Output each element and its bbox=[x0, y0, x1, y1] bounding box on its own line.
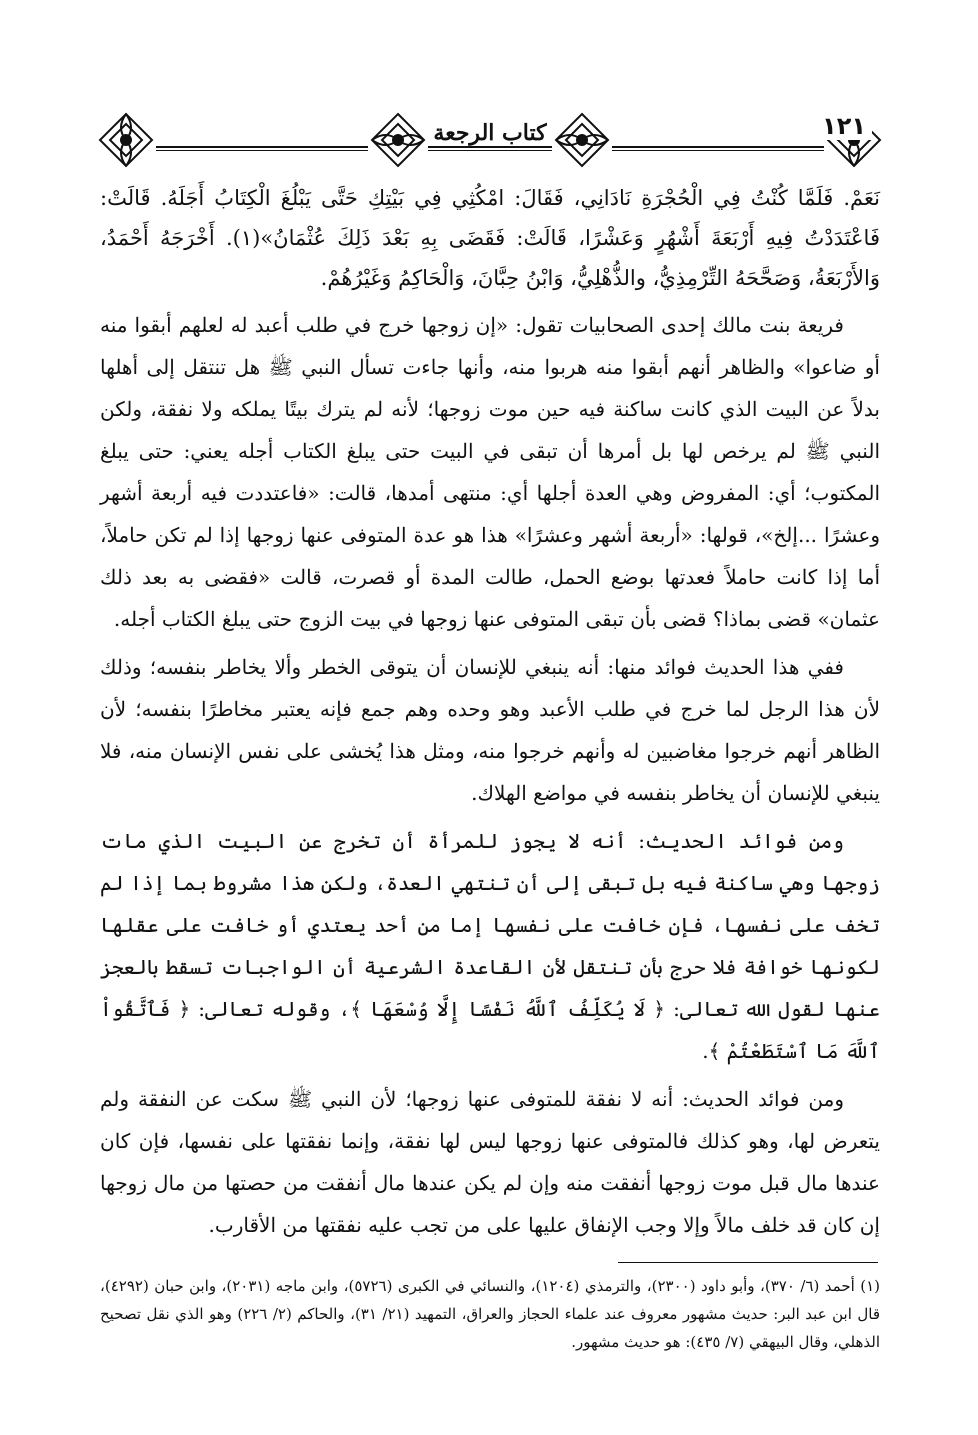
floral-ornament-icon bbox=[552, 110, 612, 170]
floral-ornament-icon bbox=[368, 110, 428, 170]
footnote-divider bbox=[618, 1262, 878, 1263]
header-rule bbox=[100, 146, 880, 148]
floral-ornament-icon bbox=[96, 110, 156, 170]
paragraph: ففي هذا الحديث فوائد منها: أنه ينبغي للإنسان أن يتوقى الخطر وألا يخاطر بنفسه؛ وذلك لأن هذا الرجل لما خرج في طلب الأعبد وهو وحده وهم جمع فإنه يعتبر مخاطرًا بنفسه؛ لأن الظاهر أنهم خرجوا مغاضبين له وأنهم خرجوا منه، ومثل هذا يُخشى على نفس الإنسان منه، فلا ينبغي للإنسان أن يخاطر بنفسه في مواضع الهلاك. bbox=[100, 655, 880, 805]
footnotes bbox=[100, 1272, 880, 1356]
body-text bbox=[100, 178, 880, 1246]
footnote: (١) أحمد (٦/ ٣٧٠)، وأبو داود (٢٣٠٠)، والترمذي (١٢٠٤)، والنسائي في الكبرى (٥٧٢٦)، وابن ماجه (٢٠٣١)، وابن حبان (٤٢٩٢)، قال ابن عبد البر: حديث مشهور معروف عند علماء الحجاز والعراق، التمهيد (٢١/ ٣١)، والحاكم (٢/ ٢٢٦) وهو الذي نقل تصحيح الذهلي، وقال البيهقي (٧/ ٤٣٥): هو حديث مشهور. bbox=[100, 1277, 880, 1351]
page-header bbox=[100, 100, 880, 170]
book-title: كتاب الرجعة bbox=[430, 120, 550, 146]
hadith-text: نَعَمْ. فَلَمَّا كُنْتُ فِي الْحُجْرَةِ نَادَانِي، فَقَالَ: امْكُثِي فِي بَيْتِكِ حَتَّى يَبْلُغَ الْكِتَابُ أَجَلَهُ. قَالَتْ: فَاعْتَدَدْتُ فِيهِ أَرْبَعَةَ أَشْهُرٍ وَعَشْرًا، قَالَتْ: فَقَضَى بِهِ بَعْدَ ذَلِكَ عُثْمَانُ»(١). أَخْرَجَهُ أَحْمَدُ، وَالأَرْبَعَةُ، وَصَحَّحَهُ التِّرْمِذِيُّ، والذُّهْلِيُّ، وَابْنُ حِبَّانَ، وَالْحَاكِمُ وَغَيْرُهُمْ. bbox=[100, 186, 880, 290]
paragraph: ومن فوائد الحديث: أنه لا يجوز للمرأة أن تخرج عن البيت الذي مات زوجها وهي ساكنة فيه بل تبقى إلى أن تنتهي العدة، ولكن هذا مشروط بما إذا لم تخف على نفسها، فإن خافت على نفسها إما من أحد يعتدي أو خافت على عقلها لكونها خوافة فلا حرج بأن تنتقل لأن القاعدة الشرعية أن الواجبات تسقط بالعجز عنها لقول الله تعالى: ﴿ لَا يُكَلِّفُ ٱللَّهُ نَفْسًا إِلَّا وُسْعَهَا ﴾، وقوله تعالى: ﴿ فَٱتَّقُواْ ٱللَّهَ مَا ٱسْتَطَعْتُمْ ﴾. bbox=[100, 829, 880, 1063]
page-number: ١٢١ bbox=[816, 112, 872, 140]
paragraph: فريعة بنت مالك إحدى الصحابيات تقول: «إن زوجها خرج في طلب أعبد له لعلهم أبقوا منه أو ضاعوا» والظاهر أنهم أبقوا منه هربوا منه، وأنها جاءت تسأل النبي ﷺ هل تنتقل إلى أهلها بدلاً عن البيت الذي كانت ساكنة فيه حين موت زوجها؛ لأنه لم يترك بيتًا يملكه ولا نفقة، ولكن النبي ﷺ لم يرخص لها بل أمرها أن تبقى في البيت حتى يبلغ الكتاب أجله يعني: حتى يبلغ المكتوب؛ أي: المفروض وهي العدة أجلها أي: منتهى أمدها، قالت: «فاعتددت فيه أربعة أشهر وعشرًا ...إلخ»، قولها: «أربعة أشهر وعشرًا» هذا هو عدة المتوفى عنها زوجها إذا لم تكن حاملاً، أما إذا كانت حاملاً فعدتها بوضع الحمل، طالت المدة أو قصرت، قالت «فقضى به بعد ذلك عثمان» قضى بماذا؟ قضى بأن تبقى المتوفى عنها زوجها في بيت الزوج حتى يبلغ الكتاب أجله. bbox=[100, 313, 881, 631]
paragraph: ومن فوائد الحديث: أنه لا نفقة للمتوفى عنها زوجها؛ لأن النبي ﷺ سكت عن النفقة ولم يتعرض لها، وهو كذلك فالمتوفى عنها زوجها ليس لها نفقة، وإنما نفقتها على نفسها، فإن كان عندها مال قبل موت زوجها أنفقت منه وإن لم يكن عندها مال أنفقت من حصتها من مال زوجها إن كان قد خلف مالاً وإلا وجب الإنفاق عليها على من تجب عليه نفقتها من الأقارب. bbox=[100, 1087, 880, 1237]
header-rule-thin bbox=[100, 150, 880, 151]
